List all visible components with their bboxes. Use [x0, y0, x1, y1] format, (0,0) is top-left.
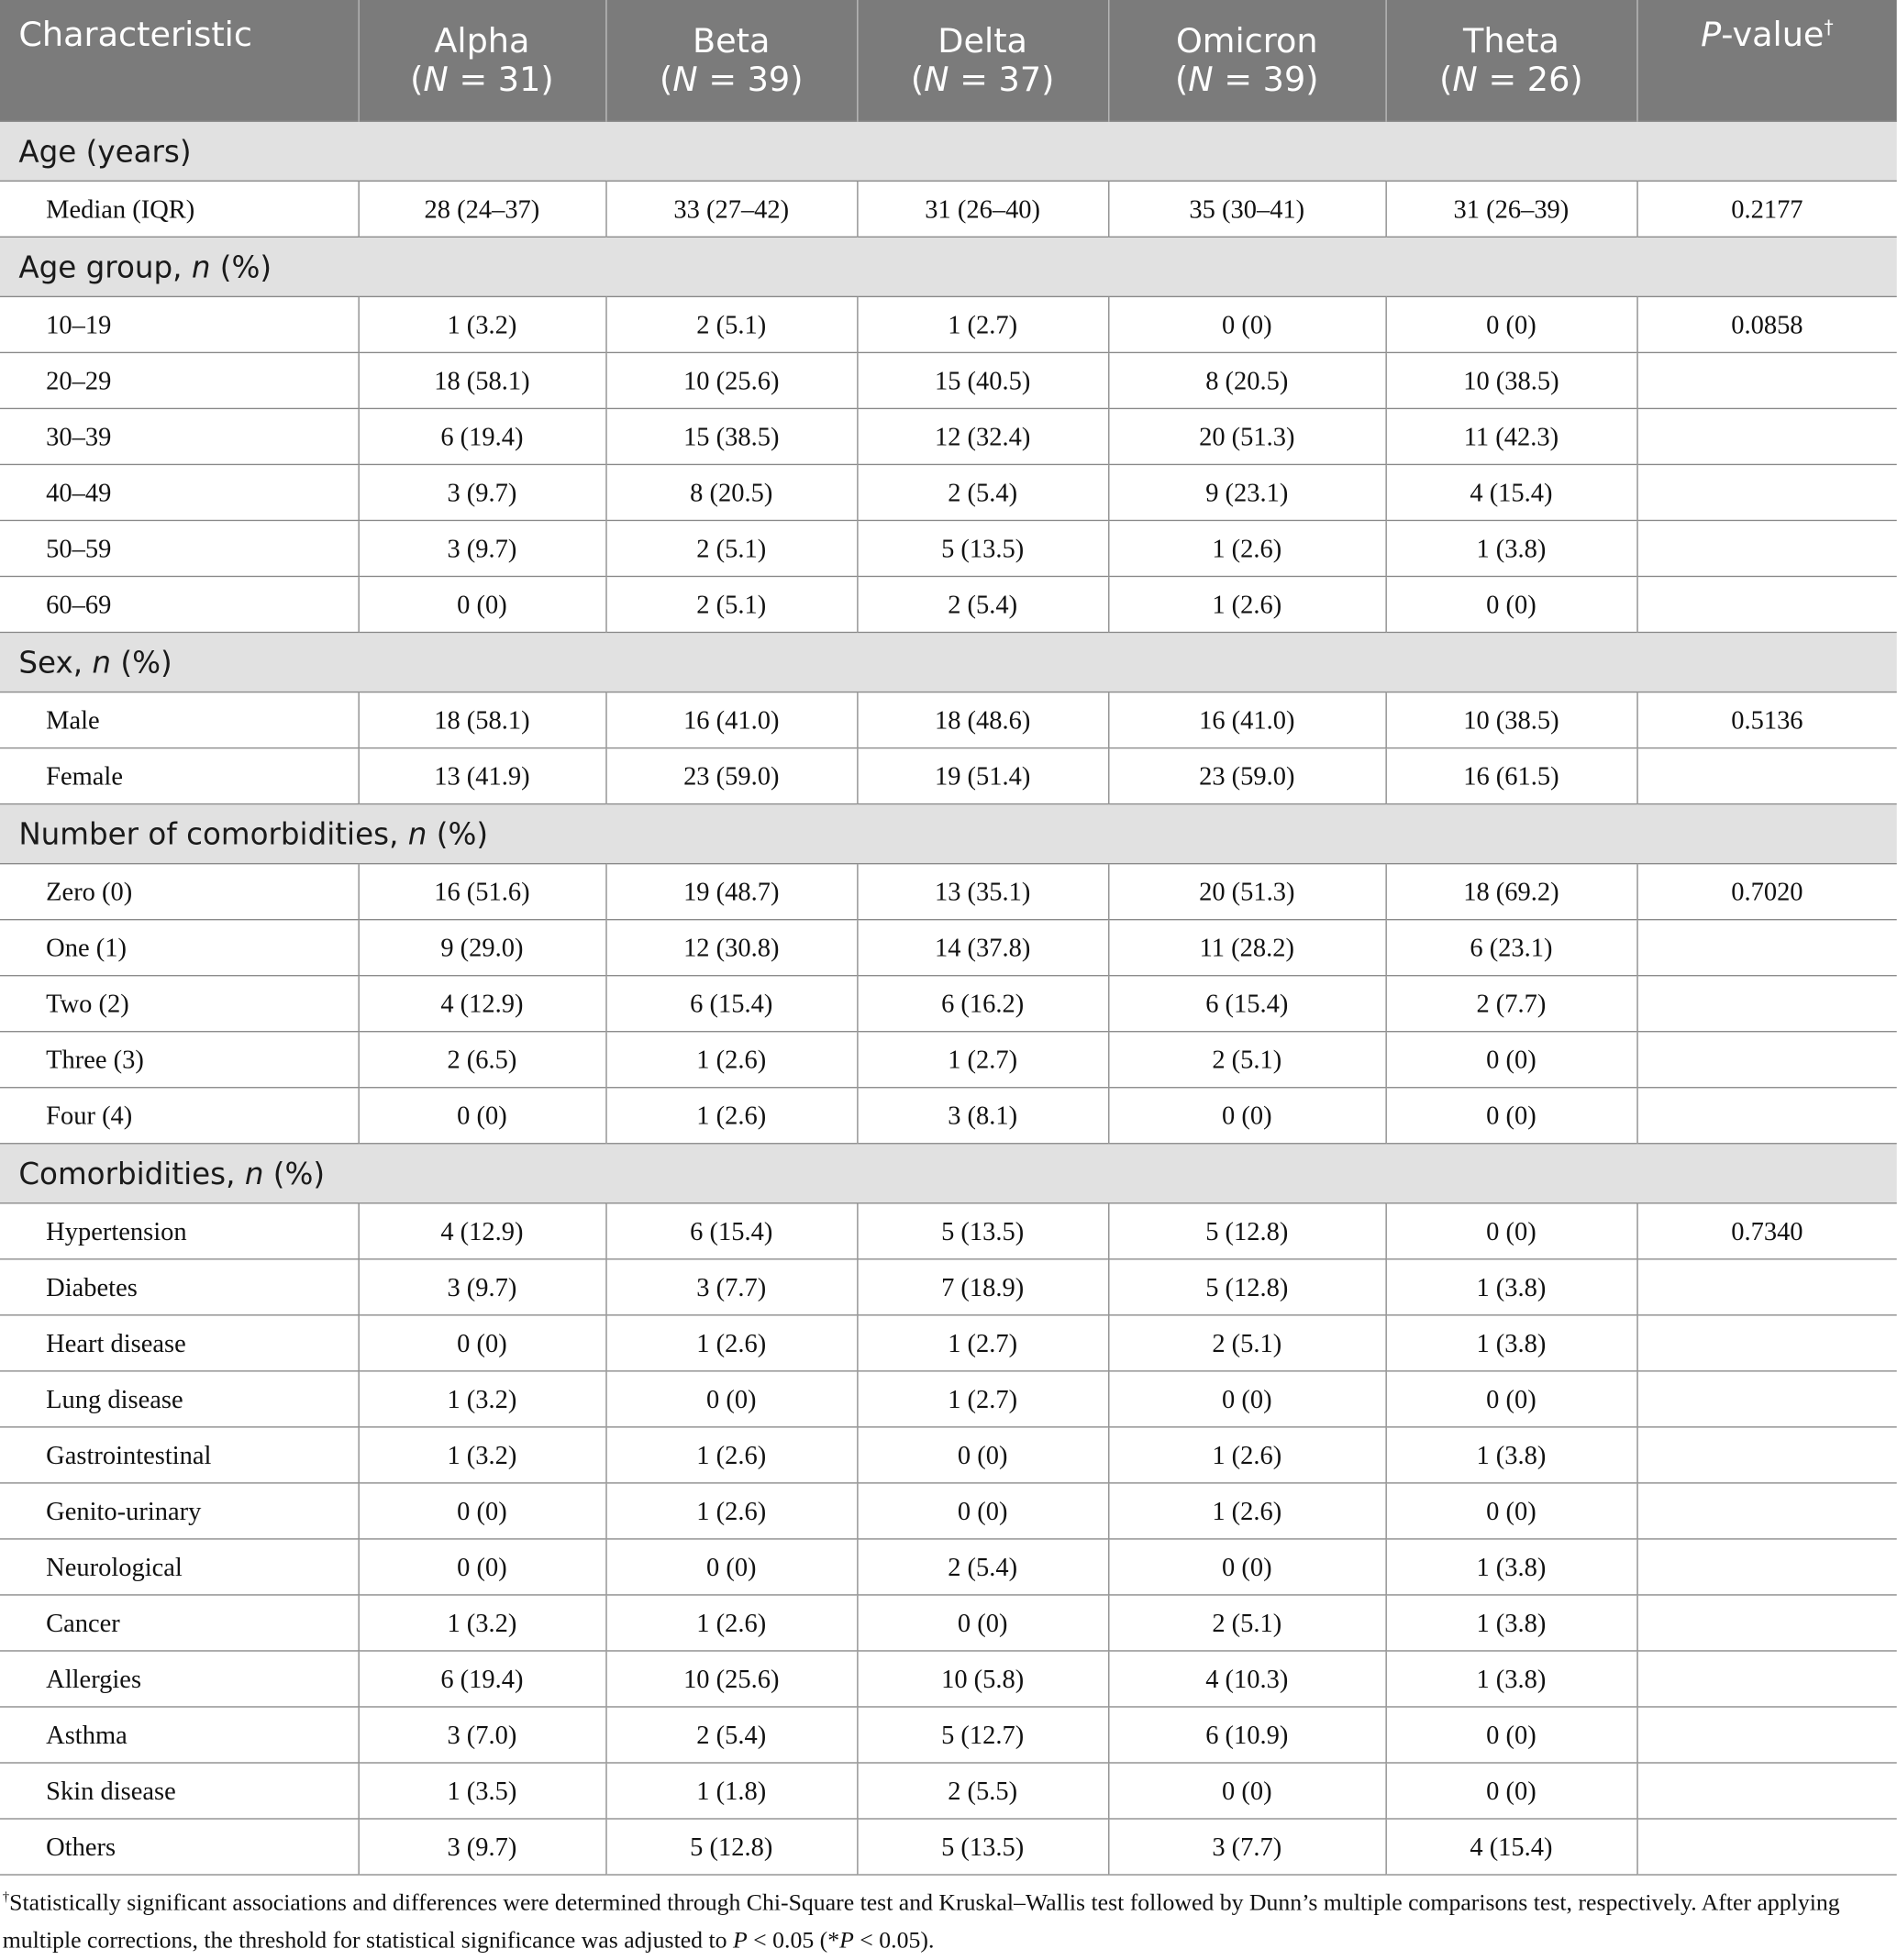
- row-label: Three (3): [0, 1032, 358, 1088]
- header-alpha: [358, 0, 605, 121]
- table-row: [0, 352, 1897, 408]
- cell-p-value: [1636, 748, 1896, 804]
- cell-alpha: 0 (0): [358, 1088, 605, 1144]
- cell-beta: 0 (0): [605, 1371, 857, 1427]
- cell-delta: 1 (2.7): [857, 1032, 1108, 1088]
- cell-p-value: [1636, 1819, 1896, 1875]
- cell-p-value: 0.5136: [1636, 692, 1896, 748]
- cell-p-value: 0.0858: [1636, 296, 1896, 352]
- cell-alpha: 0 (0): [358, 1539, 605, 1595]
- cell-delta: 5 (13.5): [857, 1203, 1108, 1259]
- table-row: [0, 692, 1897, 748]
- table-row: [0, 1371, 1897, 1427]
- cell-alpha: 1 (3.2): [358, 1371, 605, 1427]
- footnote-text-a: Statistically significant associations and differences were determined through Chi-Square test and Kruskal–Wallis test followed by Dunn’s multiple comparisons test, respectively. After applying multiple corrections, the threshold for statistical significance was adjusted to: [2, 1889, 1840, 1954]
- cell-delta: 5 (12.7): [857, 1707, 1108, 1763]
- cell-theta: 0 (0): [1385, 296, 1636, 352]
- section-title-tail: (%): [111, 645, 172, 680]
- cell-alpha: 18 (58.1): [358, 352, 605, 408]
- table-row: [0, 1203, 1897, 1259]
- cell-theta: 18 (69.2): [1385, 864, 1636, 920]
- cell-omicron: 2 (5.1): [1108, 1595, 1385, 1651]
- cell-p-value: [1636, 1651, 1896, 1707]
- cell-omicron: 4 (10.3): [1108, 1651, 1385, 1707]
- footnote-mark: †: [2, 1889, 10, 1905]
- cell-alpha: 6 (19.4): [358, 1651, 605, 1707]
- header-omicron: [1108, 0, 1385, 121]
- cell-beta: 1 (2.6): [605, 1595, 857, 1651]
- cell-delta: 2 (5.4): [857, 1539, 1108, 1595]
- cell-beta: 8 (20.5): [605, 464, 857, 520]
- cell-delta: 18 (48.6): [857, 692, 1108, 748]
- header-theta: [1385, 0, 1636, 121]
- section-row: [0, 632, 1897, 692]
- cell-theta: 1 (3.8): [1385, 1259, 1636, 1315]
- row-label: 30–39: [0, 408, 358, 464]
- cell-omicron: 0 (0): [1108, 296, 1385, 352]
- footnote-text-c: < 0.05).: [853, 1927, 935, 1954]
- row-label: 40–49: [0, 464, 358, 520]
- cell-omicron: 0 (0): [1108, 1763, 1385, 1819]
- cell-omicron: 1 (2.6): [1108, 576, 1385, 632]
- cell-p-value: 0.7020: [1636, 864, 1896, 920]
- table-header: [0, 0, 1897, 121]
- cell-beta: 10 (25.6): [605, 1651, 857, 1707]
- cell-omicron: 20 (51.3): [1108, 864, 1385, 920]
- cell-p-value: [1636, 408, 1896, 464]
- cell-p-value: [1636, 1259, 1896, 1315]
- section-title-tail: (%): [263, 1156, 326, 1191]
- table-row: [0, 181, 1897, 237]
- cell-p-value: [1636, 1763, 1896, 1819]
- cell-omicron: 0 (0): [1108, 1371, 1385, 1427]
- section-title-tail: (%): [210, 249, 272, 284]
- header-group-n: (N = 26): [1439, 60, 1583, 99]
- cell-alpha: 3 (9.7): [358, 1819, 605, 1875]
- cell-omicron: 1 (2.6): [1108, 520, 1385, 576]
- row-label: Diabetes: [0, 1259, 358, 1315]
- row-label: Others: [0, 1819, 358, 1875]
- header-n-symbol: N: [1452, 60, 1478, 99]
- cell-omicron: 3 (7.7): [1108, 1819, 1385, 1875]
- header-n-symbol: N: [924, 60, 949, 99]
- cell-omicron: 2 (5.1): [1108, 1315, 1385, 1371]
- header-n-value: = 37: [948, 60, 1042, 99]
- cell-theta: 2 (7.7): [1385, 976, 1636, 1032]
- cell-alpha: 4 (12.9): [358, 976, 605, 1032]
- cell-delta: 2 (5.4): [857, 464, 1108, 520]
- cell-delta: 5 (13.5): [857, 1819, 1108, 1875]
- cell-beta: 1 (2.6): [605, 1315, 857, 1371]
- cell-p-value: [1636, 1371, 1896, 1427]
- cell-p-value: [1636, 1483, 1896, 1539]
- cell-delta: 3 (8.1): [857, 1088, 1108, 1144]
- cell-theta: 11 (42.3): [1385, 408, 1636, 464]
- cell-beta: 5 (12.8): [605, 1819, 857, 1875]
- cell-omicron: 5 (12.8): [1108, 1259, 1385, 1315]
- row-label: Hypertension: [0, 1203, 358, 1259]
- section-row: [0, 237, 1897, 296]
- cell-delta: 13 (35.1): [857, 864, 1108, 920]
- cell-alpha: 1 (3.5): [358, 1763, 605, 1819]
- cell-beta: 1 (2.6): [605, 1032, 857, 1088]
- section-title: [0, 121, 1897, 181]
- table-row: [0, 1819, 1897, 1875]
- cell-beta: 1 (1.8): [605, 1763, 857, 1819]
- table-footnote: [0, 1876, 1897, 1960]
- cell-omicron: 2 (5.1): [1108, 1032, 1385, 1088]
- row-label: 10–19: [0, 296, 358, 352]
- header-characteristic: Characteristic: [0, 0, 358, 121]
- cell-alpha: 3 (7.0): [358, 1707, 605, 1763]
- cell-alpha: 1 (3.2): [358, 1427, 605, 1483]
- section-title-tail: (%): [427, 816, 489, 852]
- row-label: Zero (0): [0, 864, 358, 920]
- cell-beta: 0 (0): [605, 1539, 857, 1595]
- cell-delta: 1 (2.7): [857, 1315, 1108, 1371]
- section-title-text: Number of comorbidities,: [18, 816, 408, 852]
- header-n-value: = 31: [448, 60, 541, 99]
- table-row: [0, 976, 1897, 1032]
- table-row: [0, 1763, 1897, 1819]
- cell-alpha: 0 (0): [358, 1483, 605, 1539]
- table-row: [0, 408, 1897, 464]
- cell-theta: 0 (0): [1385, 576, 1636, 632]
- cell-omicron: 6 (10.9): [1108, 1707, 1385, 1763]
- table-row: [0, 1539, 1897, 1595]
- table-body: [0, 121, 1897, 1875]
- cell-theta: 0 (0): [1385, 1483, 1636, 1539]
- header-dagger-mark: †: [1824, 16, 1834, 39]
- cell-theta: 0 (0): [1385, 1032, 1636, 1088]
- cell-delta: 19 (51.4): [857, 748, 1108, 804]
- cell-p-value: 0.7340: [1636, 1203, 1896, 1259]
- cell-beta: 6 (15.4): [605, 1203, 857, 1259]
- row-label: One (1): [0, 920, 358, 976]
- cell-p-value: [1636, 1707, 1896, 1763]
- table-row: [0, 1595, 1897, 1651]
- cell-p-value: [1636, 920, 1896, 976]
- section-title-italic: n: [92, 645, 112, 680]
- header-p-label: -value: [1721, 16, 1825, 55]
- cell-delta: 10 (5.8): [857, 1651, 1108, 1707]
- cell-delta: 1 (2.7): [857, 1371, 1108, 1427]
- table-row: [0, 748, 1897, 804]
- footnote-text-b: < 0.05 (*: [747, 1927, 840, 1954]
- section-title: [0, 1144, 1897, 1203]
- header-group-name: Theta: [1462, 21, 1559, 61]
- cell-omicron: 1 (2.6): [1108, 1427, 1385, 1483]
- cell-delta: 0 (0): [857, 1483, 1108, 1539]
- cell-alpha: 9 (29.0): [358, 920, 605, 976]
- cell-beta: 16 (41.0): [605, 692, 857, 748]
- cell-p-value: [1636, 520, 1896, 576]
- cell-omicron: 35 (30–41): [1108, 181, 1385, 237]
- header-beta: [605, 0, 857, 121]
- table-row: [0, 464, 1897, 520]
- header-row: [0, 0, 1897, 121]
- header-group-n: (N = 31): [410, 60, 554, 99]
- cell-omicron: 0 (0): [1108, 1539, 1385, 1595]
- row-label: Allergies: [0, 1651, 358, 1707]
- row-label: 60–69: [0, 576, 358, 632]
- table-row: [0, 1088, 1897, 1144]
- section-title-italic: n: [407, 816, 427, 852]
- header-n-value: = 39: [697, 60, 791, 99]
- cell-omicron: 1 (2.6): [1108, 1483, 1385, 1539]
- cell-p-value: [1636, 1315, 1896, 1371]
- cell-alpha: 2 (6.5): [358, 1032, 605, 1088]
- row-label: Genito-urinary: [0, 1483, 358, 1539]
- cell-p-value: [1636, 1088, 1896, 1144]
- header-group-name: Omicron: [1175, 21, 1318, 61]
- cell-theta: 0 (0): [1385, 1371, 1636, 1427]
- row-label: 50–59: [0, 520, 358, 576]
- cell-beta: 1 (2.6): [605, 1427, 857, 1483]
- cell-omicron: 6 (15.4): [1108, 976, 1385, 1032]
- cell-delta: 6 (16.2): [857, 976, 1108, 1032]
- header-n-value: = 39: [1213, 60, 1306, 99]
- cell-theta: 4 (15.4): [1385, 464, 1636, 520]
- table-row: [0, 1483, 1897, 1539]
- cell-theta: 0 (0): [1385, 1203, 1636, 1259]
- cell-delta: 5 (13.5): [857, 520, 1108, 576]
- cell-beta: 10 (25.6): [605, 352, 857, 408]
- row-label: Neurological: [0, 1539, 358, 1595]
- table-row: [0, 1032, 1897, 1088]
- cell-theta: 0 (0): [1385, 1707, 1636, 1763]
- cell-p-value: [1636, 1595, 1896, 1651]
- cell-theta: 6 (23.1): [1385, 920, 1636, 976]
- section-title-text: Age group,: [18, 249, 192, 284]
- table-row: [0, 864, 1897, 920]
- table-row: [0, 576, 1897, 632]
- cell-omicron: 9 (23.1): [1108, 464, 1385, 520]
- table-row: [0, 920, 1897, 976]
- section-title: [0, 804, 1897, 864]
- footnote-p1: P: [732, 1927, 748, 1954]
- cell-theta: 1 (3.8): [1385, 520, 1636, 576]
- row-label: Four (4): [0, 1088, 358, 1144]
- header-group-name: Beta: [693, 21, 771, 61]
- cell-omicron: 20 (51.3): [1108, 408, 1385, 464]
- cell-p-value: 0.2177: [1636, 181, 1896, 237]
- header-n-symbol: N: [672, 60, 698, 99]
- cell-delta: 14 (37.8): [857, 920, 1108, 976]
- cell-theta: 1 (3.8): [1385, 1539, 1636, 1595]
- cell-theta: 10 (38.5): [1385, 692, 1636, 748]
- cell-beta: 2 (5.1): [605, 296, 857, 352]
- cell-theta: 1 (3.8): [1385, 1427, 1636, 1483]
- section-title: [0, 632, 1897, 692]
- cell-beta: 23 (59.0): [605, 748, 857, 804]
- table-row: [0, 520, 1897, 576]
- cell-theta: 0 (0): [1385, 1763, 1636, 1819]
- row-label: Male: [0, 692, 358, 748]
- cell-delta: 7 (18.9): [857, 1259, 1108, 1315]
- cell-alpha: 3 (9.7): [358, 520, 605, 576]
- cell-delta: 0 (0): [857, 1427, 1108, 1483]
- cell-p-value: [1636, 1539, 1896, 1595]
- section-row: [0, 804, 1897, 864]
- cell-alpha: 1 (3.2): [358, 1595, 605, 1651]
- table-row: [0, 1315, 1897, 1371]
- row-label: Lung disease: [0, 1371, 358, 1427]
- cell-alpha: 18 (58.1): [358, 692, 605, 748]
- section-title: [0, 237, 1897, 296]
- section-title-italic: n: [191, 249, 211, 284]
- cell-alpha: 3 (9.7): [358, 1259, 605, 1315]
- cell-beta: 2 (5.4): [605, 1707, 857, 1763]
- cell-alpha: 28 (24–37): [358, 181, 605, 237]
- cell-theta: 1 (3.8): [1385, 1595, 1636, 1651]
- cell-alpha: 13 (41.9): [358, 748, 605, 804]
- cell-alpha: 16 (51.6): [358, 864, 605, 920]
- table-row: [0, 1651, 1897, 1707]
- cell-omicron: 0 (0): [1108, 1088, 1385, 1144]
- row-label: Two (2): [0, 976, 358, 1032]
- cell-theta: 16 (61.5): [1385, 748, 1636, 804]
- cell-theta: 1 (3.8): [1385, 1315, 1636, 1371]
- cell-p-value: [1636, 576, 1896, 632]
- cell-alpha: 0 (0): [358, 1315, 605, 1371]
- header-group-name: Alpha: [434, 21, 530, 61]
- row-label: Skin disease: [0, 1763, 358, 1819]
- cell-beta: 2 (5.1): [605, 576, 857, 632]
- cell-omicron: 8 (20.5): [1108, 352, 1385, 408]
- cell-beta: 2 (5.1): [605, 520, 857, 576]
- table-row: [0, 1707, 1897, 1763]
- cell-delta: 1 (2.7): [857, 296, 1108, 352]
- cell-beta: 33 (27–42): [605, 181, 857, 237]
- header-group-n: (N = 39): [1175, 60, 1319, 99]
- row-label: Asthma: [0, 1707, 358, 1763]
- table-row: [0, 296, 1897, 352]
- cell-beta: 3 (7.7): [605, 1259, 857, 1315]
- cell-beta: 6 (15.4): [605, 976, 857, 1032]
- header-group-name: Delta: [937, 21, 1027, 61]
- table-row: [0, 1427, 1897, 1483]
- cell-p-value: [1636, 1427, 1896, 1483]
- cell-alpha: 0 (0): [358, 576, 605, 632]
- footnote-p2: P: [839, 1927, 854, 1954]
- section-row: [0, 121, 1897, 181]
- row-label: Median (IQR): [0, 181, 358, 237]
- header-delta: [857, 0, 1108, 121]
- cell-theta: 0 (0): [1385, 1088, 1636, 1144]
- cell-beta: 1 (2.6): [605, 1088, 857, 1144]
- header-n-symbol: N: [1188, 60, 1214, 99]
- cell-omicron: 5 (12.8): [1108, 1203, 1385, 1259]
- section-row: [0, 1144, 1897, 1203]
- cell-alpha: 1 (3.2): [358, 296, 605, 352]
- cell-delta: 0 (0): [857, 1595, 1108, 1651]
- header-group-n: (N = 39): [659, 60, 804, 99]
- row-label: Female: [0, 748, 358, 804]
- cell-p-value: [1636, 464, 1896, 520]
- cell-alpha: 6 (19.4): [358, 408, 605, 464]
- section-title-text: Comorbidities,: [18, 1156, 245, 1191]
- cell-theta: 1 (3.8): [1385, 1651, 1636, 1707]
- cell-beta: 1 (2.6): [605, 1483, 857, 1539]
- header-group-n: (N = 37): [910, 60, 1055, 99]
- row-label: Heart disease: [0, 1315, 358, 1371]
- cell-delta: 2 (5.4): [857, 576, 1108, 632]
- header-p-symbol: P: [1701, 16, 1722, 55]
- cell-p-value: [1636, 976, 1896, 1032]
- cell-theta: 4 (15.4): [1385, 1819, 1636, 1875]
- cell-alpha: 4 (12.9): [358, 1203, 605, 1259]
- header-n-symbol: N: [423, 60, 449, 99]
- cell-p-value: [1636, 352, 1896, 408]
- cell-delta: 12 (32.4): [857, 408, 1108, 464]
- cell-omicron: 23 (59.0): [1108, 748, 1385, 804]
- row-label: 20–29: [0, 352, 358, 408]
- cell-theta: 31 (26–39): [1385, 181, 1636, 237]
- cell-alpha: 3 (9.7): [358, 464, 605, 520]
- row-label: Cancer: [0, 1595, 358, 1651]
- row-label: Gastrointestinal: [0, 1427, 358, 1483]
- cell-omicron: 16 (41.0): [1108, 692, 1385, 748]
- section-title-text: Sex,: [18, 645, 93, 680]
- section-title-text: Age (years): [18, 133, 192, 169]
- cell-beta: 12 (30.8): [605, 920, 857, 976]
- table-row: [0, 1259, 1897, 1315]
- cell-p-value: [1636, 1032, 1896, 1088]
- cell-delta: 15 (40.5): [857, 352, 1108, 408]
- cell-beta: 15 (38.5): [605, 408, 857, 464]
- header-p-value: [1636, 0, 1896, 121]
- cell-theta: 10 (38.5): [1385, 352, 1636, 408]
- cell-delta: 31 (26–40): [857, 181, 1108, 237]
- header-n-value: = 26: [1477, 60, 1570, 99]
- cell-beta: 19 (48.7): [605, 864, 857, 920]
- cell-omicron: 11 (28.2): [1108, 920, 1385, 976]
- section-title-italic: n: [244, 1156, 264, 1191]
- cell-delta: 2 (5.5): [857, 1763, 1108, 1819]
